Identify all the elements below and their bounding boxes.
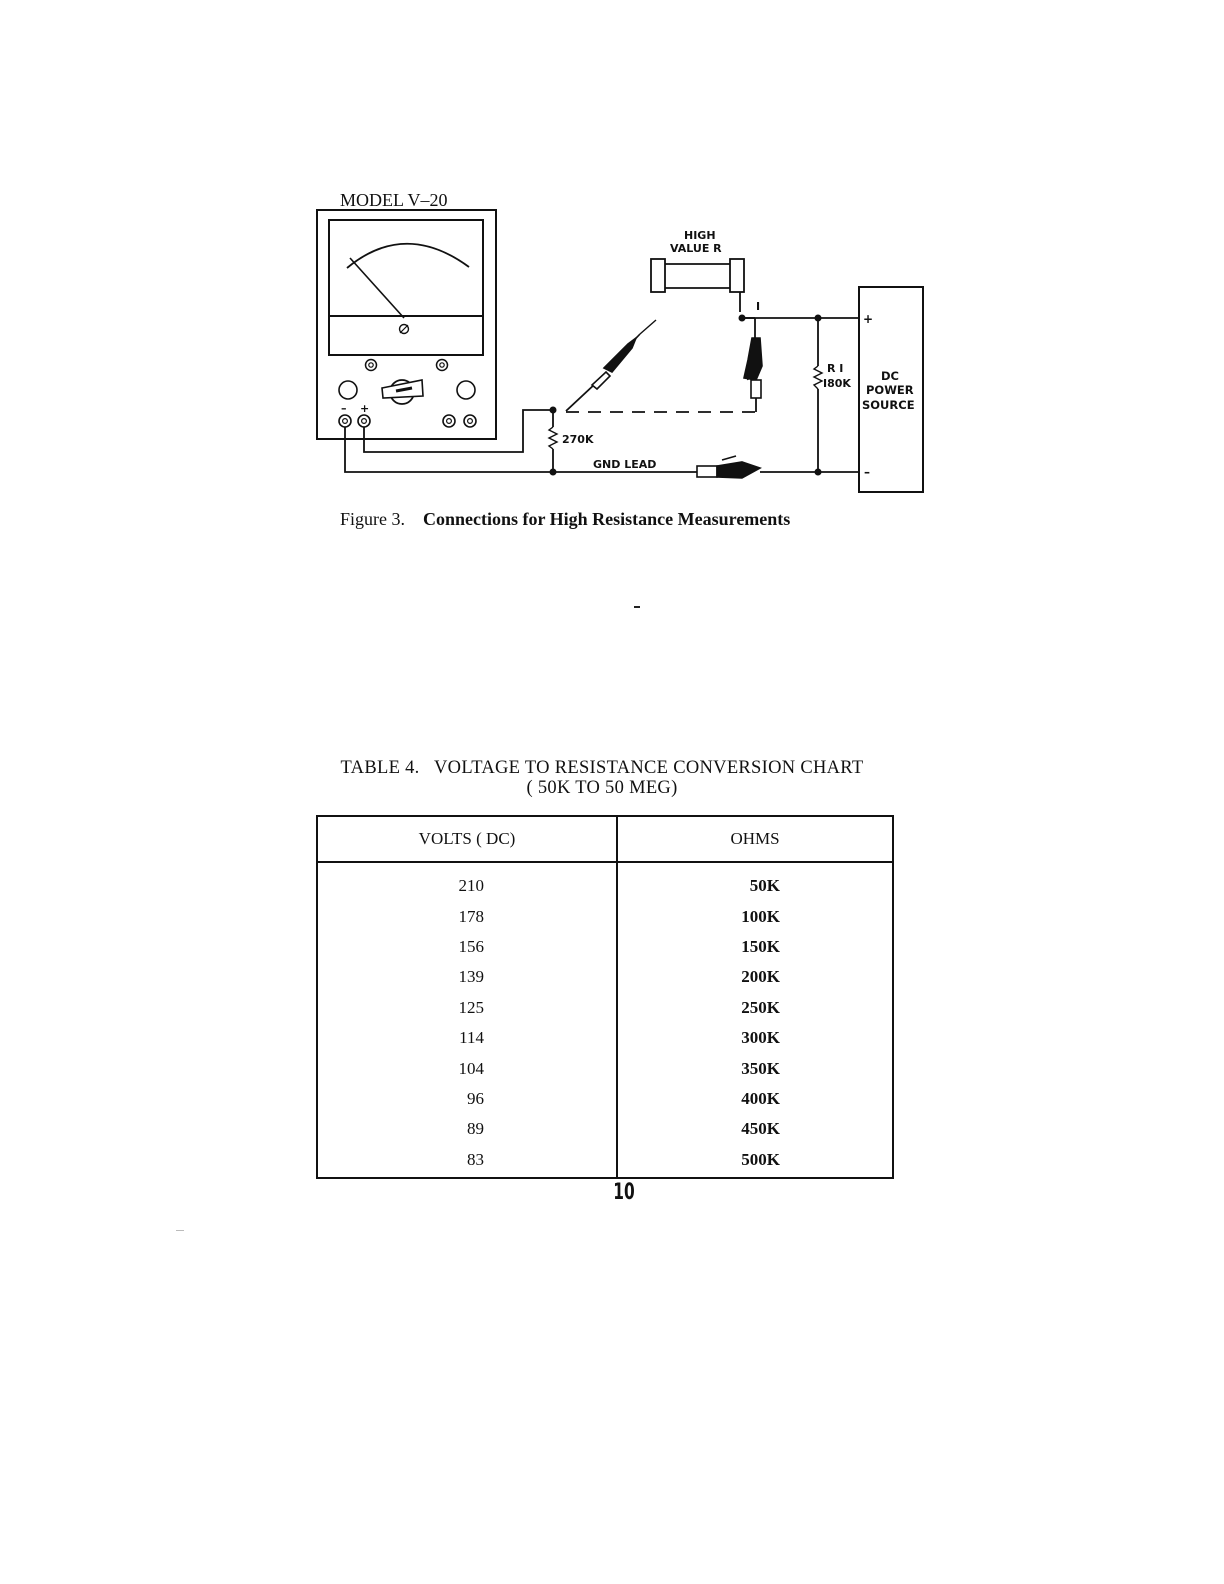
table-row	[317, 1145, 893, 1178]
high-value-label-1: HIGH	[684, 229, 716, 242]
alligator-clip-probe	[592, 320, 656, 389]
conversion-table	[316, 815, 894, 1179]
r1-value: I80K	[823, 377, 851, 390]
header-ohms: OHMS	[617, 816, 893, 862]
junction-dots	[550, 315, 822, 476]
figure-caption-text: Connections for High Resistance Measurements	[423, 509, 791, 529]
scan-speck	[176, 1230, 184, 1231]
probe-mark: I	[756, 300, 761, 313]
source-plus-label: +	[863, 312, 874, 326]
table-row	[317, 1023, 893, 1053]
ohms-cell: 450K	[741, 1119, 780, 1139]
ohms-cell: 350K	[741, 1058, 780, 1078]
alligator-clip-right	[744, 338, 762, 398]
ohms-cell: 300K	[741, 1028, 780, 1048]
ohms-cell: 200K	[741, 967, 780, 987]
volts-cell: 89	[467, 1119, 484, 1139]
table-title	[300, 758, 904, 798]
connection-diagram	[300, 180, 940, 510]
table-row	[317, 901, 893, 931]
ohms-cell: 500K	[741, 1149, 780, 1169]
r1-label: R I	[827, 362, 844, 375]
volts-cell: 96	[467, 1088, 484, 1108]
high-value-label-2: VALUE R	[670, 242, 722, 255]
page-number: 10	[613, 1180, 635, 1205]
ohms-cell: 150K	[741, 936, 780, 956]
source-minus-label: –	[864, 465, 870, 479]
volts-cell: 125	[458, 997, 484, 1017]
table-row	[317, 962, 893, 992]
ohms-cell: 50K	[749, 876, 780, 896]
volts-cell: 114	[459, 1028, 484, 1048]
r270-label: 270K	[562, 433, 594, 446]
volts-cell: 104	[458, 1058, 484, 1078]
table-row	[317, 932, 893, 962]
table-title-line-2: ( 50K TO 50 MEG)	[526, 778, 678, 798]
ohms-cell: 250K	[741, 997, 780, 1017]
source-label-2: POWER	[866, 383, 914, 397]
meter-minus-label: –	[341, 402, 347, 415]
volts-cell: 210	[458, 876, 484, 896]
table-row	[317, 993, 893, 1023]
meter-plus-label: +	[360, 402, 370, 415]
alligator-clip-ground	[697, 456, 760, 478]
table-row	[317, 862, 893, 901]
volts-cell: 178	[458, 906, 484, 926]
volts-cell: 83	[467, 1149, 484, 1169]
volts-cell: 156	[458, 936, 484, 956]
figure-number: Figure 3.	[340, 509, 405, 529]
header-volts: VOLTS ( DC)	[317, 816, 617, 862]
table-header-row	[317, 816, 893, 862]
source-label-3: SOURCE	[862, 398, 915, 412]
table-row	[317, 1084, 893, 1114]
ohms-cell: 100K	[741, 906, 780, 926]
table-row	[317, 1114, 893, 1144]
stray-mark	[634, 606, 640, 608]
table-row	[317, 1053, 893, 1083]
model-label: MODEL V–20	[340, 190, 448, 210]
ohms-cell: 400K	[741, 1088, 780, 1108]
source-label-1: DC	[881, 369, 899, 383]
gnd-lead-label: GND LEAD	[593, 458, 657, 471]
figure-caption	[340, 509, 790, 530]
table-title-line-1: TABLE 4. VOLTAGE TO RESISTANCE CONVERSION CHART	[340, 758, 864, 778]
volts-cell: 139	[458, 967, 484, 987]
